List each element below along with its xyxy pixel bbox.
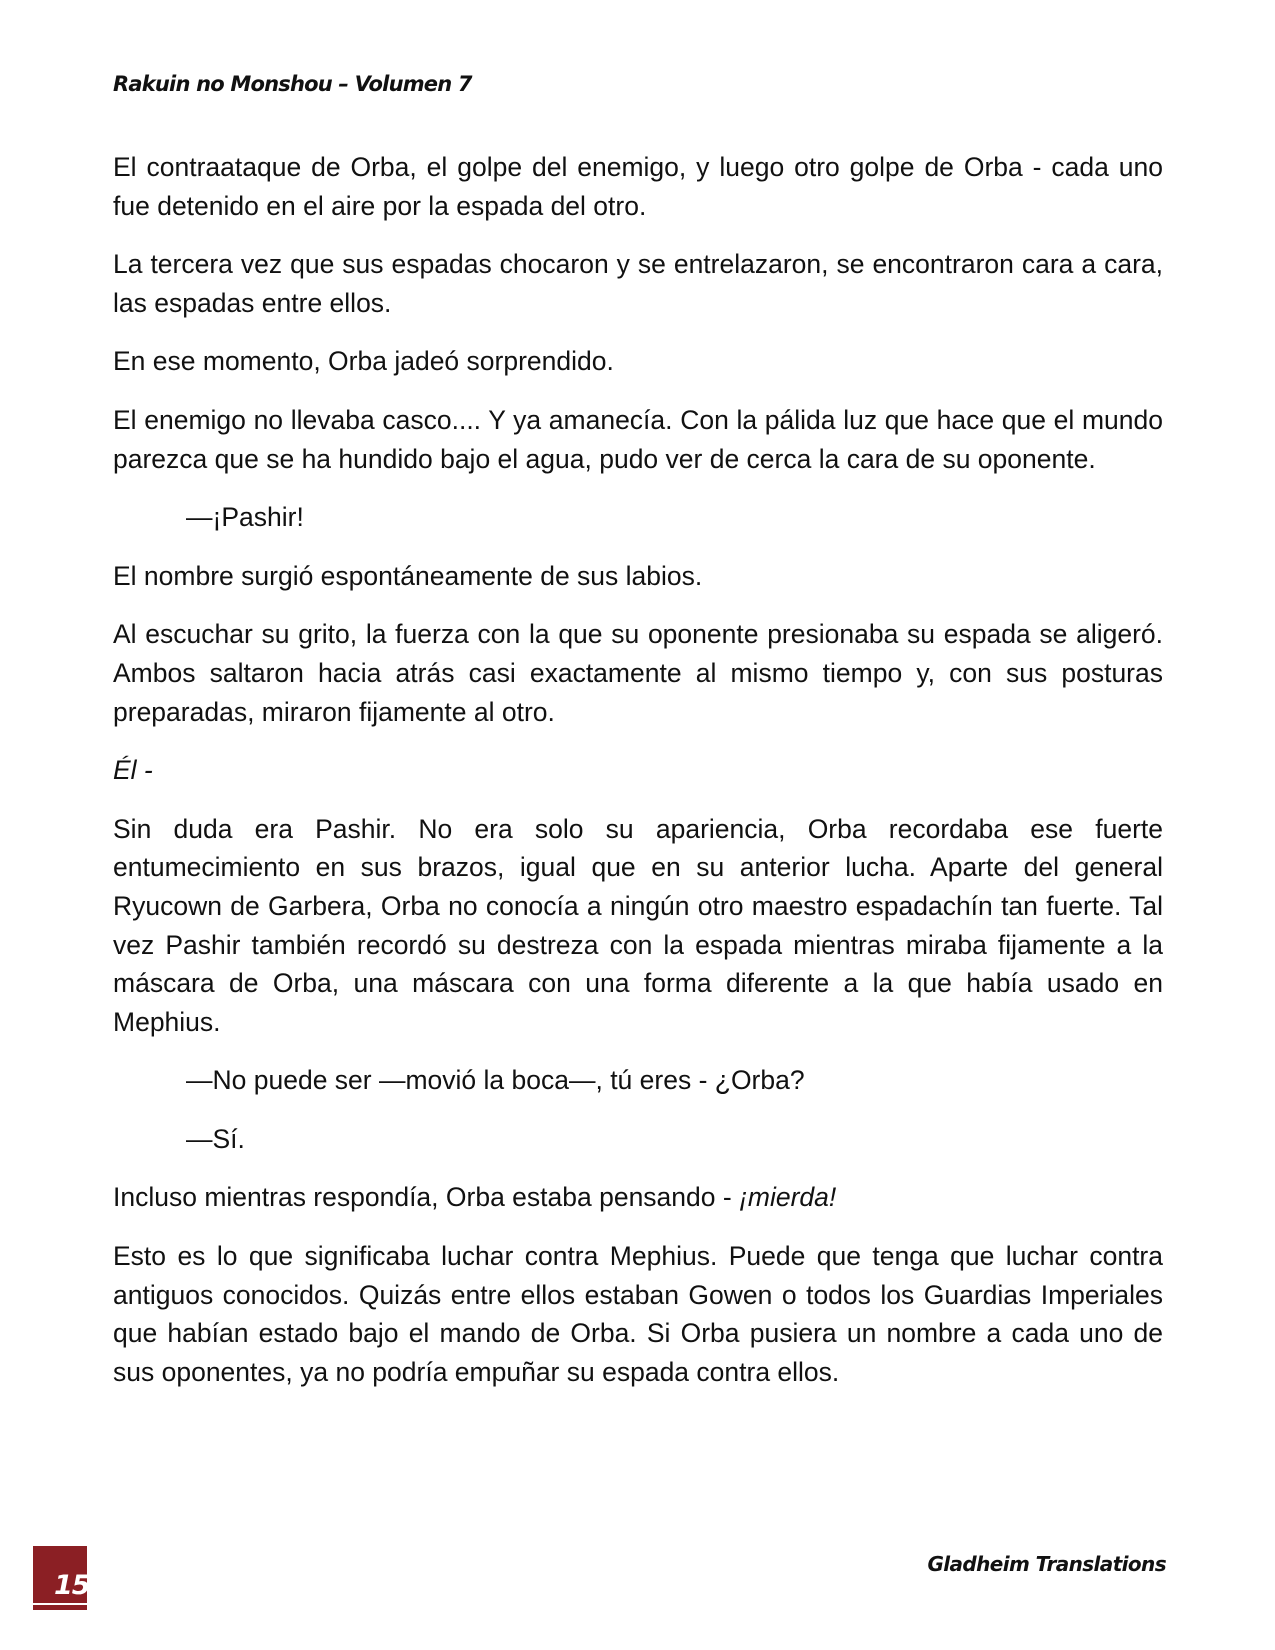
page-number: 15 <box>54 1570 90 1601</box>
dialogue-line: —Sí. <box>186 1123 245 1154</box>
paragraph: El enemigo no llevaba casco.... Y ya amanecía. Con la pálida luz que hace que el mundo parezca que se ha hundido bajo el agua, pudo ver de cerca la cara de su oponente. <box>113 404 1163 474</box>
dialogue-line: —¡Pashir! <box>186 502 304 533</box>
paragraph: El nombre surgió espontáneamente de sus labios. <box>113 560 703 591</box>
page-header-title: Rakuin no Monshou – Volumen 7 <box>113 72 472 96</box>
emphasis-text: ¡mierda! <box>739 1182 837 1213</box>
italic-paragraph: Él - <box>113 755 153 786</box>
paragraph: El contraataque de Orba, el golpe del enemigo, y luego otro golpe de Orba - cada uno fue detenido en el aire por la espada del otro. <box>113 152 1163 221</box>
paragraph: Al escuchar su grito, la fuerza con la que su oponente presionaba su espada se aligeró. Ambos saltaron hacia atrás casi exactamente al mismo tiempo y, con sus posturas preparadas, miraron fijamente al otro. <box>113 619 1163 727</box>
paragraph <box>113 1178 1163 1217</box>
page-number-underline <box>33 1603 87 1605</box>
page-content <box>113 148 1163 1411</box>
dialogue-line: —No puede ser —movió la boca—, tú eres - ¿Orba? <box>186 1065 805 1096</box>
paragraph-text: Incluso mientras respondía, Orba estaba pensando - <box>113 1182 740 1213</box>
paragraph: La tercera vez que sus espadas chocaron y se entrelazaron, se encontraron cara a cara, las espadas entre ellos. <box>113 249 1163 318</box>
paragraph: Esto es lo que significaba luchar contra Mephius. Puede que tenga que luchar contra antiguos conocidos. Quizás entre ellos estaban Gowen o todos los Guardias Imperiales que habían estado bajo el mando de Orba. Si Orba pusiera un nombre a cada uno de sus oponentes, ya no podría empuñar su espada contra ellos. <box>113 1241 1163 1387</box>
paragraph: Sin duda era Pashir. No era solo su apariencia, Orba recordaba ese fuerte entumecimiento en sus brazos, igual que en su anterior lucha. Aparte del general Ryucown de Garbera, Orba no conocía a ningún otro maestro espadachín tan fuerte. Tal vez Pashir también recordó su destreza con la espada mientras miraba fijamente a la máscara de Orba, una máscara con una forma diferente a la que había usado en Mephius. <box>113 813 1163 1037</box>
footer-credit: Gladheim Translations <box>927 1552 1166 1576</box>
paragraph: En ese momento, Orba jadeó sorprendido. <box>113 346 614 377</box>
